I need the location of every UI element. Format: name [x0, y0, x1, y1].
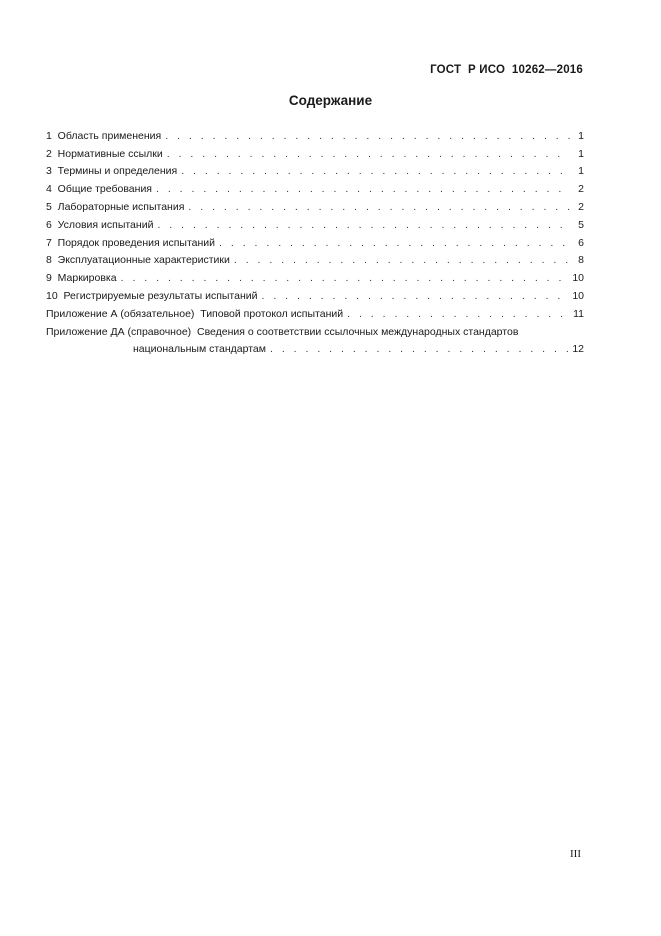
- toc-entry[interactable]: [46, 125, 584, 143]
- page-number: III: [570, 848, 581, 860]
- toc-entry[interactable]: [46, 161, 584, 179]
- toc-entry-page: 12: [572, 343, 584, 356]
- toc-entry-label: 7 Порядок проведения испытаний: [46, 236, 216, 249]
- toc-leader-dots: [181, 165, 570, 178]
- toc-leader-dots: [262, 290, 569, 303]
- toc-entry-label: 3 Термины и определения: [46, 165, 178, 178]
- toc-leader-dots: [121, 272, 569, 285]
- toc-entry-page: 1: [578, 165, 584, 178]
- toc-leader-dots: [219, 237, 570, 250]
- toc-entry[interactable]: [46, 267, 584, 285]
- toc-entry[interactable]: [46, 178, 584, 196]
- toc-entry-page: 1: [578, 147, 584, 160]
- table-of-contents: [46, 125, 584, 356]
- toc-entry-page: 10: [572, 289, 584, 302]
- toc-entry-page: 10: [572, 272, 584, 285]
- toc-entry-label: Приложение ДА (справочное) Сведения о соответствии ссылочных международных стандартов: [46, 325, 519, 338]
- toc-entry-label: 4 Общие требования: [46, 183, 152, 196]
- toc-leader-dots: [165, 130, 570, 143]
- toc-entry[interactable]: [46, 285, 584, 303]
- document-header: ГОСТ Р ИСО 10262—2016: [430, 64, 583, 76]
- toc-entry-label: национальным стандартам: [133, 343, 266, 356]
- toc-entry-page: 2: [578, 183, 584, 196]
- toc-leader-dots: [347, 308, 569, 321]
- toc-entry-page: 1: [578, 129, 584, 142]
- toc-entry-page: 6: [578, 236, 584, 249]
- toc-entry-label: 10 Регистрируемые результаты испытаний: [46, 289, 258, 302]
- toc-entry-label: 8 Эксплуатационные характеристики: [46, 254, 230, 267]
- toc-entry-page: 11: [573, 307, 584, 320]
- toc-leader-dots: [157, 219, 570, 232]
- toc-entry-page: 8: [578, 254, 584, 267]
- toc-entry-page: 5: [578, 218, 584, 231]
- toc-entry-label: 2 Нормативные ссылки: [46, 147, 163, 160]
- toc-entry[interactable]: [46, 303, 584, 321]
- toc-leader-dots: [156, 183, 570, 196]
- toc-leader-dots: [188, 201, 570, 214]
- toc-entry-label: 9 Маркировка: [46, 272, 117, 285]
- toc-entry[interactable]: [46, 143, 584, 161]
- toc-entry-label: Приложение А (обязательное) Типовой протокол испытаний: [46, 307, 344, 320]
- toc-leader-dots: [234, 254, 570, 267]
- toc-title: Содержание: [288, 93, 373, 108]
- toc-entry[interactable]: [46, 321, 584, 339]
- toc-entry[interactable]: [46, 196, 584, 214]
- toc-entry[interactable]: [46, 250, 584, 268]
- toc-entry-label: 1 Область применения: [46, 129, 162, 142]
- toc-entry-label: 5 Лабораторные испытания: [46, 200, 185, 213]
- toc-entry[interactable]: [46, 214, 584, 232]
- toc-leader-dots: [167, 148, 570, 161]
- toc-entry[interactable]: [46, 232, 584, 250]
- toc-leader-dots: [270, 343, 568, 356]
- toc-entry-label: 6 Условия испытаний: [46, 218, 154, 231]
- toc-entry-page: 2: [578, 200, 584, 213]
- toc-entry-continuation[interactable]: [46, 339, 584, 357]
